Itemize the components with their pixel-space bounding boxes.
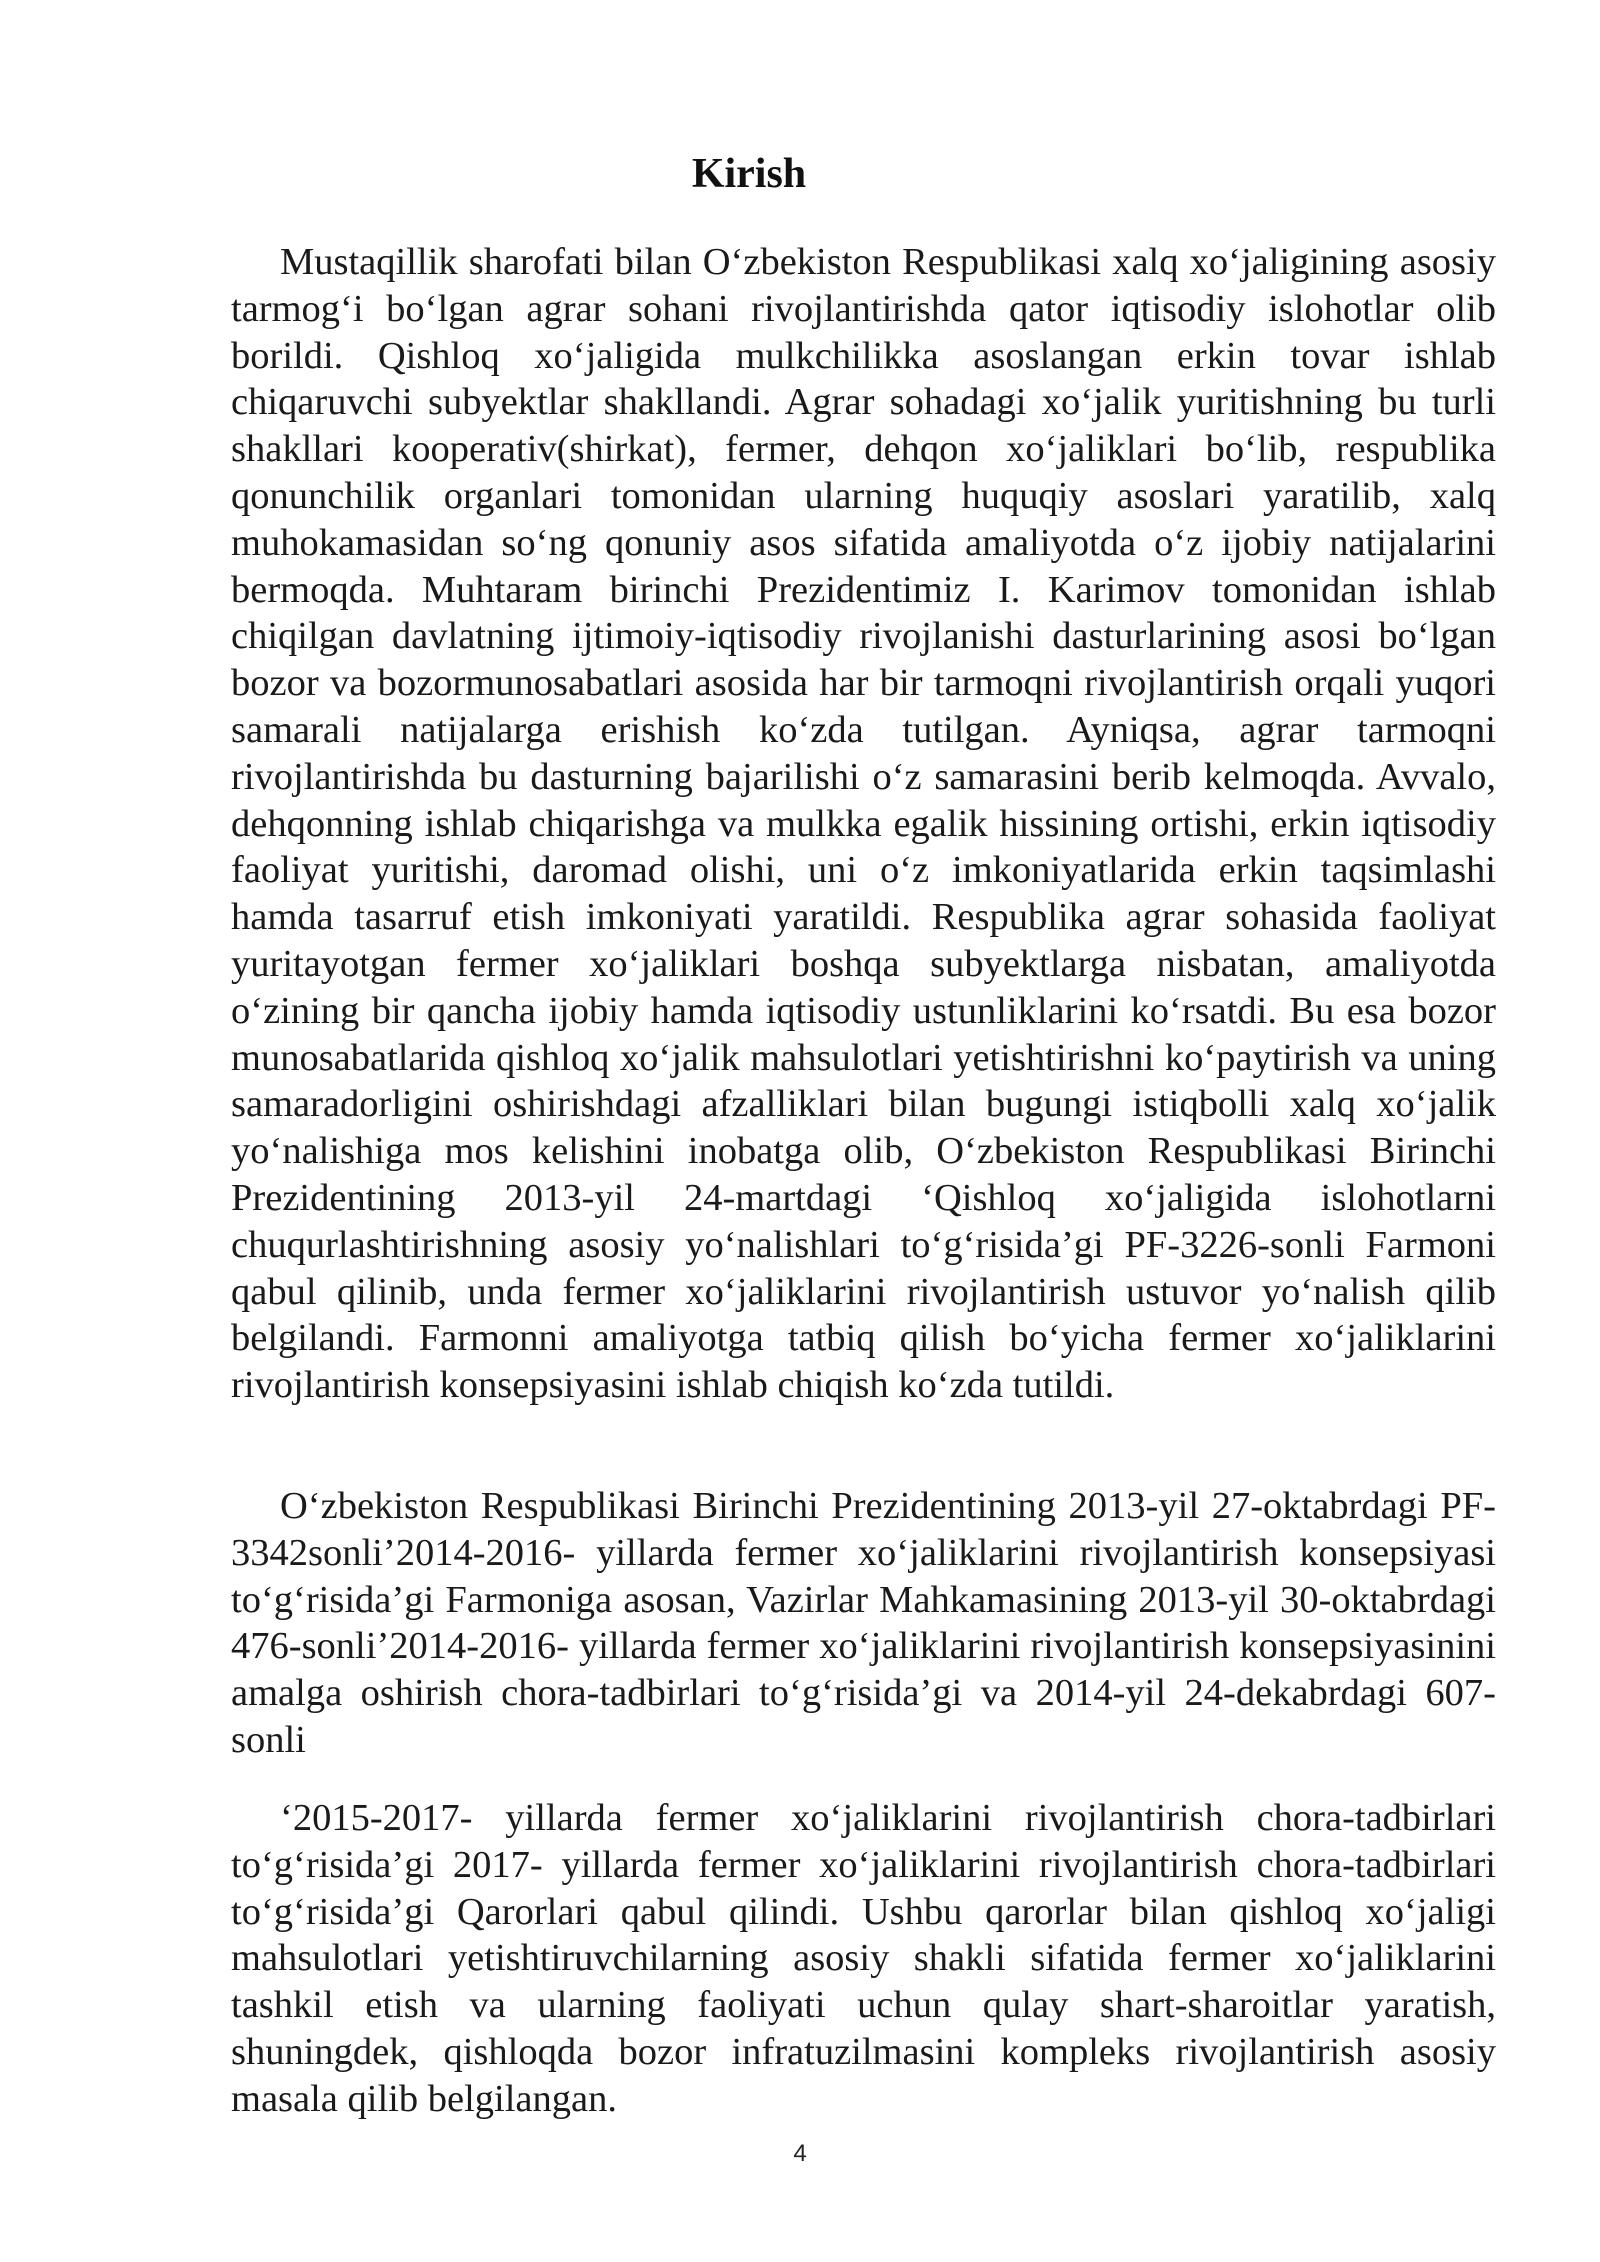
page-number: 4 [793,2140,807,2167]
paragraph-2: O‘zbekiston Respublikasi Birinchi Prezidentining 2013-yil 27-oktabrdagi PF-3342sonli’2014-2016- yillarda fermer xo‘jaliklarini rivojlantirish konsepsiyasi to‘g‘risida’gi Farmoniga asosan, Vazirlar Mahkamasining 2013-yil 30-oktabrdagi 476-sonli’2014-2016- yillarda fermer xo‘jaliklarini rivojlantirish konsepsiyasinini amalga oshirish chora-tadbirlari to‘g‘risida’gi va 2014-yil 24-dekabrdagi 607-sonli [231,1485,1496,1761]
paragraph-1: Mustaqillik sharofati bilan O‘zbekiston Respublikasi xalq xo‘jaligining asosiy tarmog‘i bo‘lgan agrar sohani rivojlantirishda qator iqtisodiy islohotlar olib borildi. Qishloq xo‘jaligida mulkchilikka asoslangan erkin tovar ishlab chiqaruvchi subyektlar shakllandi. Agrar sohadagi xo‘jalik yuritishning bu turli shakllari kooperativ(shirkat), fermer, dehqon xo‘jaliklari bo‘lib, respublika qonunchilik organlari tomonidan ularning huquqiy asoslari yaratilib, xalq muhokamasidan so‘ng qonuniy asos sifatida amaliyotda o‘z ijobiy natijalarini bermoqda. Muhtaram birinchi Prezidentimiz I. Karimov tomonidan ishlab chiqilgan davlatning ijtimoiy-iqtisodiy rivojlanishi dasturlarining asosi bo‘lgan bozor va bozormunosabatlari asosida har bir tarmoqni rivojlantirish orqali yuqori samarali natijalarga erishish ko‘zda tutilgan. Ayniqsa, agrar tarmoqni rivojlantirishda bu dasturning bajarilishi o‘z samarasini berib kelmoqda. Avvalo, dehqonning ishlab chiqarishga va mulkka egalik hissining ortishi, erkin iqtisodiy faoliyat yuritishi, daromad olishi, uni o‘z imkoniyatlarida erkin taqsimlashi hamda tasarruf etish imkoniyati yaratildi. Respublika agrar sohasida faoliyat yuritayotgan fermer xo‘jaliklari boshqa subyektlarga nisbatan, amaliyotda o‘zining bir qancha ijobiy hamda iqtisodiy ustunliklarini ko‘rsatdi. Bu esa bozor munosabatlarida qishloq xo‘jalik mahsulotlari yetishtirishni ko‘paytirish va uning samaradorligini oshirishdagi afzalliklari bilan bugungi istiqbolli xalq xo‘jalik yo‘nalishiga mos kelishini inobatga olib, O‘zbekiston Respublikasi Birinchi Prezidentining 2013-yil 24-martdagi ‘Qishloq xo‘jaligida islohotlarni chuqurlashtirishning asosiy yo‘nalishlari to‘g‘risida’gi PF-3226-sonli Farmoni qabul qilinib, unda fermer xo‘jaliklarini rivojlantirish ustuvor yo‘nalish qilib belgilandi. Farmonni amaliyotga tatbiq qilish bo‘yicha fermer xo‘jaliklarini rivojlantirish konsepsiyasini ishlab chiqish ko‘zda tutildi. [231,241,1496,1407]
paragraph-3: ‘2015-2017- yillarda fermer xo‘jaliklarini rivojlantirish chora-tadbirlari to‘g‘risida’gi 2017- yillarda fermer xo‘jaliklarini rivojlantirish chora-tadbirlari to‘g‘risida’gi Qarorlari qabul qilindi. Ushbu qarorlar bilan qishloq xo‘jaligi mahsulotlari yetishtiruvchilarning asosiy shakli sifatida fermer xo‘jaliklarini tashkil etish va ularning faoliyati uchun qulay shart-sharoitlar yaratish, shuningdek, qishloqda bozor infratuzilmasini kompleks rivojlantirish asosiy masala qilib belgilangan. [231,1797,1496,2120]
page-title: Kirish [691,151,807,197]
